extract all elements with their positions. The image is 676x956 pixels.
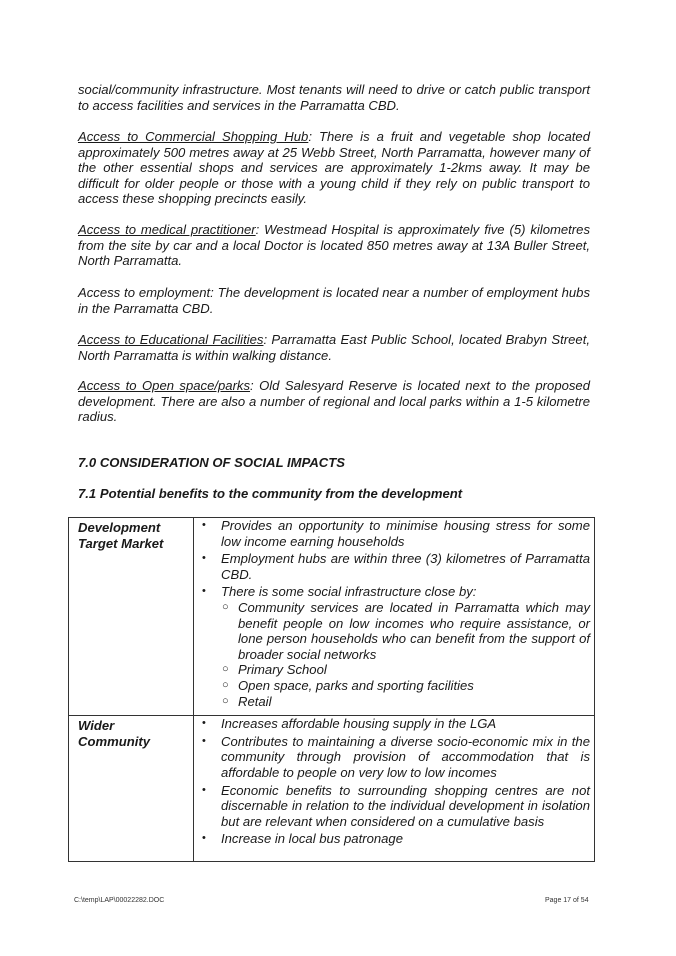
- bullet-text: There is some social infrastructure close by:: [221, 584, 477, 600]
- bullet-text: Employment hubs are within three (3) kilometres of Parramatta CBD.: [221, 551, 590, 582]
- bullet-text: Contributes to maintaining a diverse socio-economic mix in the community through provision of accommodation that is affordable to people on very low to low incomes: [221, 733, 590, 780]
- paragraph-open-space: [78, 378, 590, 425]
- sub-bullet-text: Retail: [238, 693, 272, 709]
- paragraph-text: : There is a fruit and vegetable shop located approximately 500 metres away at 25 Webb Street, North Parramatta, however many of the other essential shops and services are approximately 1-2kms away. It may be difficult for older people or those with a young child if they rely on public transport to access these shopping precincts easily.: [78, 129, 590, 207]
- table-row: [69, 716, 595, 862]
- sub-list-item: [221, 600, 590, 662]
- bullet-text: Economic benefits to surrounding shopping centres are not discernable in relation to the individual development in isolation but are relevant when considered on a cumulative basis: [221, 782, 590, 829]
- list-item: [194, 584, 590, 709]
- list-item: [194, 831, 590, 847]
- bullet-icon: •: [202, 832, 206, 845]
- row-header: Development Target Market: [69, 518, 194, 716]
- sub-bullet-text: Open space, parks and sporting facilities: [238, 677, 474, 693]
- paragraph-text: : Old Salesyard Reserve is located next to the proposed development. There are also a number of regional and local parks within a 1-5 kilometre radius.: [78, 378, 590, 425]
- bullet-icon: •: [202, 783, 206, 796]
- footer-file-path: C:\temp\LAP\00022282.DOC: [74, 897, 165, 904]
- bullet-icon: •: [202, 552, 206, 565]
- table-row: [69, 518, 595, 716]
- sub-list-item: [221, 678, 590, 694]
- circle-bullet-icon: ○: [222, 663, 229, 676]
- row-body: [194, 518, 595, 716]
- paragraph-text: Access to employment: The development is located near a number of employment hubs in the Parramatta CBD.: [78, 285, 590, 316]
- paragraph-employment: [78, 285, 590, 316]
- paragraph-text: : Westmead Hospital is approximately five (5) kilometres from the site by car and a local Doctor is located 850 metres away at 13A Buller Street, North Parramatta.: [78, 222, 590, 269]
- bullet-list: [194, 518, 590, 709]
- paragraph-shopping-hub: [78, 129, 590, 207]
- bullet-icon: •: [202, 717, 206, 730]
- list-item: [194, 734, 590, 781]
- bullet-text: Increases affordable housing supply in the LGA: [221, 716, 497, 732]
- paragraph-text: social/community infrastructure. Most tenants will need to drive or catch public transport to access facilities and services in the Parramatta CBD.: [78, 82, 590, 113]
- footer-page-number: Page 17 of 54: [545, 897, 589, 904]
- list-item: [194, 551, 590, 582]
- bullet-icon: •: [202, 585, 206, 598]
- paragraph-text: : Parramatta East Public School, located Brabyn Street, North Parramatta is within walking distance.: [78, 332, 590, 363]
- sub-list: [221, 600, 590, 709]
- list-item: [194, 783, 590, 830]
- paragraph-label: Access to Commercial Shopping Hub: [78, 129, 309, 144]
- circle-bullet-icon: ○: [222, 600, 229, 613]
- paragraph-label: Access to Open space/parks: [78, 378, 251, 393]
- row-body: [194, 716, 595, 862]
- bullet-text: Increase in local bus patronage: [221, 831, 403, 847]
- section-heading: 7.0 CONSIDERATION OF SOCIAL IMPACTS: [78, 455, 345, 470]
- paragraph-label: Access to Educational Facilities: [78, 332, 264, 347]
- circle-bullet-icon: ○: [222, 694, 229, 707]
- row-header: Wider Community: [69, 716, 194, 862]
- bullet-text: Provides an opportunity to minimise housing stress for some low income earning households: [221, 518, 590, 549]
- paragraph-medical: [78, 222, 590, 269]
- paragraph-education: [78, 332, 590, 363]
- subsection-heading: 7.1 Potential benefits to the community from the development: [78, 486, 463, 501]
- bullet-icon: •: [202, 519, 206, 531]
- paragraph-label: Access to medical practitioner: [78, 222, 256, 237]
- bullet-list: [194, 716, 590, 847]
- benefits-table: [68, 517, 595, 862]
- paragraph-infrastructure: [78, 82, 590, 113]
- circle-bullet-icon: ○: [222, 678, 229, 691]
- sub-list-item: [221, 694, 590, 710]
- list-item: [194, 518, 590, 549]
- sub-bullet-text: Primary School: [238, 662, 327, 678]
- sub-bullet-text: Community services are located in Parramatta which may benefit people on low incomes who require assistance, or lone person households who can benefit from the support of broader social networks: [238, 599, 590, 662]
- sub-list-item: [221, 662, 590, 678]
- bullet-icon: •: [202, 734, 206, 747]
- list-item: [194, 716, 590, 732]
